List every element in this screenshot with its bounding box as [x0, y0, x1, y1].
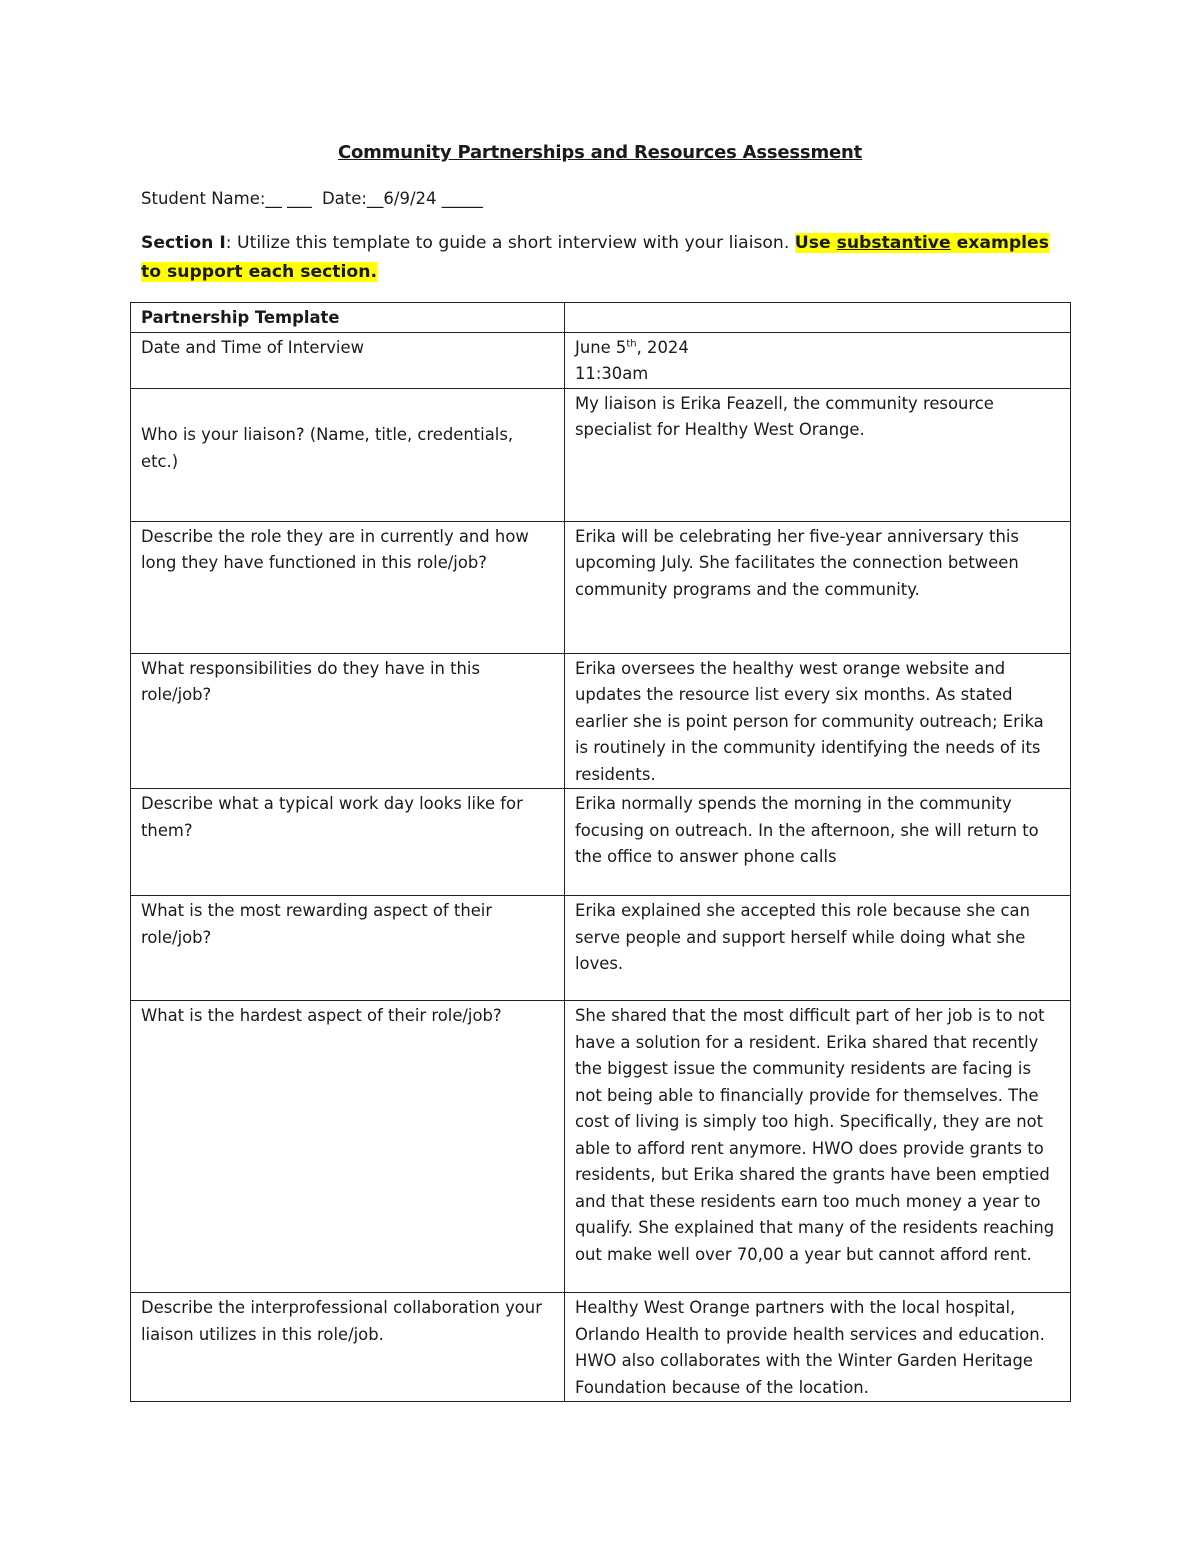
highlight-part1: Use [794, 233, 837, 253]
student-name-label: Student Name:__ ___ [141, 189, 312, 208]
document-title: Community Partnerships and Resources Assessment [337, 142, 863, 163]
question-cell: What is the hardest aspect of their role/job? [131, 1001, 565, 1293]
table-row [131, 1293, 1071, 1402]
section-intro: Utilize this template to guide a short interview with your liaison. [231, 233, 795, 253]
table-row [131, 1001, 1071, 1293]
table-header-cell: Partnership Template [131, 303, 565, 333]
answer-cell: Erika will be celebrating her five-year anniversary this upcoming July. She facilitates the connection between community programs and the community. [565, 521, 1071, 653]
table-row [131, 653, 1071, 789]
question-cell: What is the most rewarding aspect of their role/job? [131, 896, 565, 1001]
section-heading: Section I [141, 233, 226, 253]
highlight-part2: examples to support each section. [141, 233, 1049, 282]
answer-cell: Erika explained she accepted this role because she can serve people and support herself while doing what she loves. [565, 896, 1071, 1001]
answer-cell [565, 332, 1071, 388]
answer-cell: Erika oversees the healthy west orange website and updates the resource list every six months. As stated earlier she is point person for community outreach; Erika is routinely in the community identifying the needs of its residents. [565, 653, 1071, 789]
table-row [131, 896, 1071, 1001]
question-cell: Date and Time of Interview [131, 332, 565, 388]
answer-cell: Erika normally spends the morning in the community focusing on outreach. In the afternoon, she will return to the office to answer phone calls [565, 789, 1071, 896]
date-label: Date:__6/9/24 _____ [321, 189, 484, 208]
answer-date-post: , 2024 [636, 337, 689, 357]
partnership-template-table [130, 302, 1071, 1402]
section-colon: : [225, 233, 232, 253]
table-row [131, 388, 1071, 521]
question-cell: What responsibilities do they have in this role/job? [131, 653, 565, 789]
table-row [131, 332, 1071, 388]
question-cell: Describe the role they are in currently and how long they have functioned in this role/job? [131, 521, 565, 653]
answer-cell: Healthy West Orange partners with the local hospital, Orlando Health to provide health services and education. HWO also collaborates with the Winter Garden Heritage Foundation because of the location. [565, 1293, 1071, 1402]
highlight-underlined: substantive [836, 233, 951, 253]
answer-date-pre: June 5 [575, 337, 627, 357]
table-header-row [131, 303, 1071, 333]
question-cell: Who is your liaison? (Name, title, credentials, etc.) [131, 388, 565, 521]
table-row [131, 521, 1071, 653]
answer-date-sup: th [626, 338, 637, 350]
table-header-empty-cell [565, 303, 1071, 333]
answer-cell: She shared that the most difficult part of her job is to not have a solution for a resident. Erika shared that recently the biggest issue the community residents are facing is not being able to financially provide for themselves. The cost of living is simply too high. Specifically, they are not able to afford rent anymore. HWO does provide grants to residents, but Erika shared the grants have been emptied and that these residents earn too much money a year to qualify. She explained that many of the residents reaching out make well over 70,00 a year but cannot afford rent. [565, 1001, 1071, 1293]
section-instructions [141, 229, 1071, 287]
answer-cell: My liaison is Erika Feazell, the community resource specialist for Healthy West Orange. [565, 388, 1071, 521]
table-row [131, 789, 1071, 896]
question-cell: Describe the interprofessional collaboration your liaison utilizes in this role/job. [131, 1293, 565, 1402]
student-info-line [141, 189, 483, 208]
question-cell: Describe what a typical work day looks like for them? [131, 789, 565, 896]
answer-time: 11:30am [575, 364, 649, 383]
